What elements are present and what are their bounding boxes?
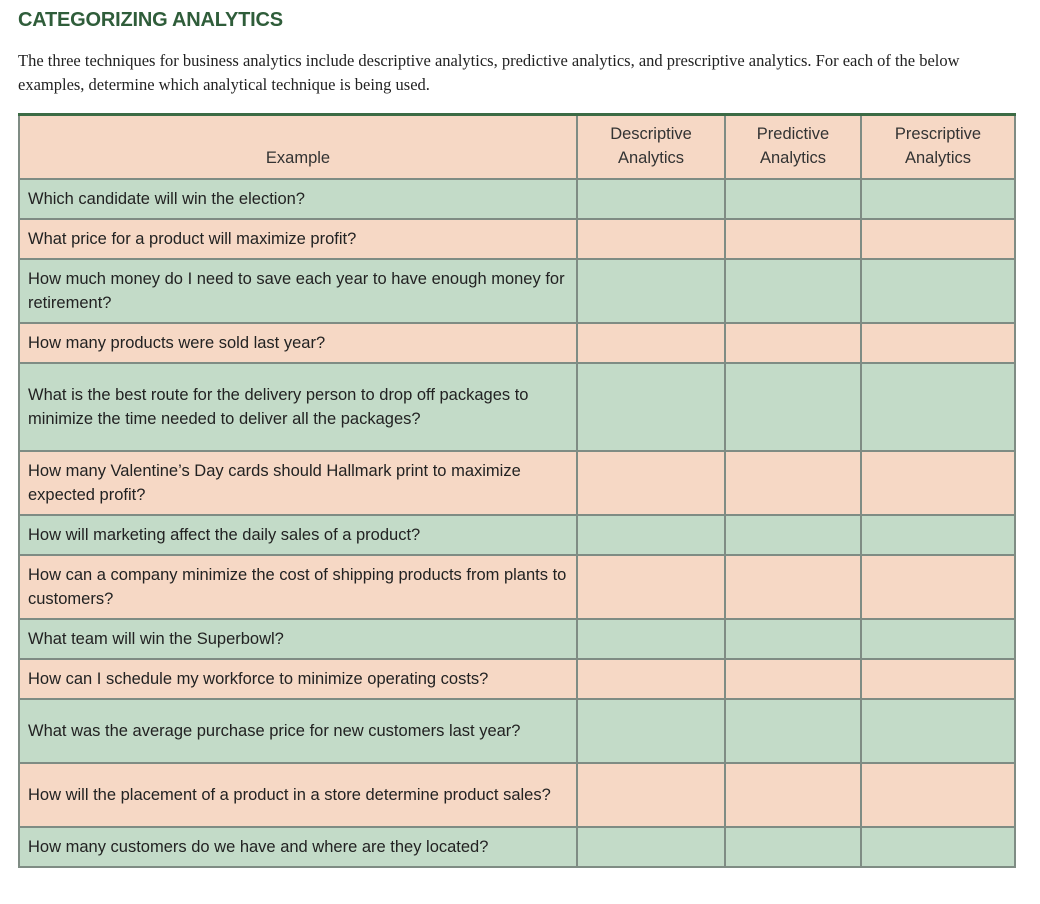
prescriptive-answer-cell[interactable] [861, 219, 1015, 259]
predictive-answer-cell[interactable] [725, 659, 861, 699]
table-row [19, 763, 1015, 827]
prescriptive-answer-cell[interactable] [861, 659, 1015, 699]
predictive-answer-cell[interactable] [725, 699, 861, 763]
example-text: How many customers do we have and where are they located? [19, 827, 577, 867]
descriptive-answer-cell[interactable] [577, 827, 725, 867]
predictive-answer-cell[interactable] [725, 363, 861, 451]
table-row [19, 323, 1015, 363]
example-text: How can I schedule my workforce to minimize operating costs? [19, 659, 577, 699]
prescriptive-answer-cell[interactable] [861, 555, 1015, 619]
page-title: CATEGORIZING ANALYTICS [18, 9, 283, 31]
predictive-answer-cell[interactable] [725, 515, 861, 555]
analytics-table [18, 113, 1016, 868]
table-row [19, 451, 1015, 515]
table-row [19, 619, 1015, 659]
table-row [19, 827, 1015, 867]
example-text: How many Valentine’s Day cards should Hallmark print to maximize expected profit? [19, 451, 577, 515]
example-text: What is the best route for the delivery person to drop off packages to minimize the time needed to deliver all the packages? [19, 363, 577, 451]
prescriptive-answer-cell[interactable] [861, 515, 1015, 555]
example-text: How many products were sold last year? [19, 323, 577, 363]
prescriptive-answer-cell[interactable] [861, 323, 1015, 363]
table-row [19, 515, 1015, 555]
table-row [19, 179, 1015, 219]
example-text: How much money do I need to save each year to have enough money for retirement? [19, 259, 577, 323]
descriptive-answer-cell[interactable] [577, 699, 725, 763]
header-prescriptive: Prescriptive Analytics [861, 115, 1015, 179]
predictive-answer-cell[interactable] [725, 219, 861, 259]
table-row [19, 659, 1015, 699]
descriptive-answer-cell[interactable] [577, 619, 725, 659]
page [18, 0, 1014, 856]
table-row [19, 363, 1015, 451]
descriptive-answer-cell[interactable] [577, 451, 725, 515]
descriptive-answer-cell[interactable] [577, 259, 725, 323]
predictive-answer-cell[interactable] [725, 179, 861, 219]
example-text: Which candidate will win the election? [19, 179, 577, 219]
table-row [19, 219, 1015, 259]
example-text: What price for a product will maximize profit? [19, 219, 577, 259]
predictive-answer-cell[interactable] [725, 451, 861, 515]
prescriptive-answer-cell[interactable] [861, 763, 1015, 827]
descriptive-answer-cell[interactable] [577, 763, 725, 827]
prescriptive-answer-cell[interactable] [861, 259, 1015, 323]
prescriptive-answer-cell[interactable] [861, 699, 1015, 763]
example-text: How will marketing affect the daily sales of a product? [19, 515, 577, 555]
predictive-answer-cell[interactable] [725, 827, 861, 867]
descriptive-answer-cell[interactable] [577, 555, 725, 619]
prescriptive-answer-cell[interactable] [861, 451, 1015, 515]
header-descriptive: Descriptive Analytics [577, 115, 725, 179]
prescriptive-answer-cell[interactable] [861, 619, 1015, 659]
descriptive-answer-cell[interactable] [577, 363, 725, 451]
header-row [19, 115, 1015, 179]
predictive-answer-cell[interactable] [725, 555, 861, 619]
example-text: What team will win the Superbowl? [19, 619, 577, 659]
table-row [19, 555, 1015, 619]
descriptive-answer-cell[interactable] [577, 179, 725, 219]
example-text: What was the average purchase price for new customers last year? [19, 699, 577, 763]
intro-paragraph: The three techniques for business analytics include descriptive analytics, predictive analytics, and prescriptive analytics. For each of the below examples, determine which analytical technique is being used. [18, 51, 960, 94]
example-text: How will the placement of a product in a store determine product sales? [19, 763, 577, 827]
descriptive-answer-cell[interactable] [577, 219, 725, 259]
predictive-answer-cell[interactable] [725, 763, 861, 827]
header-predictive: Predictive Analytics [725, 115, 861, 179]
descriptive-answer-cell[interactable] [577, 515, 725, 555]
predictive-answer-cell[interactable] [725, 323, 861, 363]
descriptive-answer-cell[interactable] [577, 659, 725, 699]
prescriptive-answer-cell[interactable] [861, 179, 1015, 219]
table-row [19, 699, 1015, 763]
predictive-answer-cell[interactable] [725, 259, 861, 323]
prescriptive-answer-cell[interactable] [861, 827, 1015, 867]
prescriptive-answer-cell[interactable] [861, 363, 1015, 451]
descriptive-answer-cell[interactable] [577, 323, 725, 363]
predictive-answer-cell[interactable] [725, 619, 861, 659]
table-row [19, 259, 1015, 323]
example-text: How can a company minimize the cost of shipping products from plants to customers? [19, 555, 577, 619]
header-example: Example [19, 115, 577, 179]
